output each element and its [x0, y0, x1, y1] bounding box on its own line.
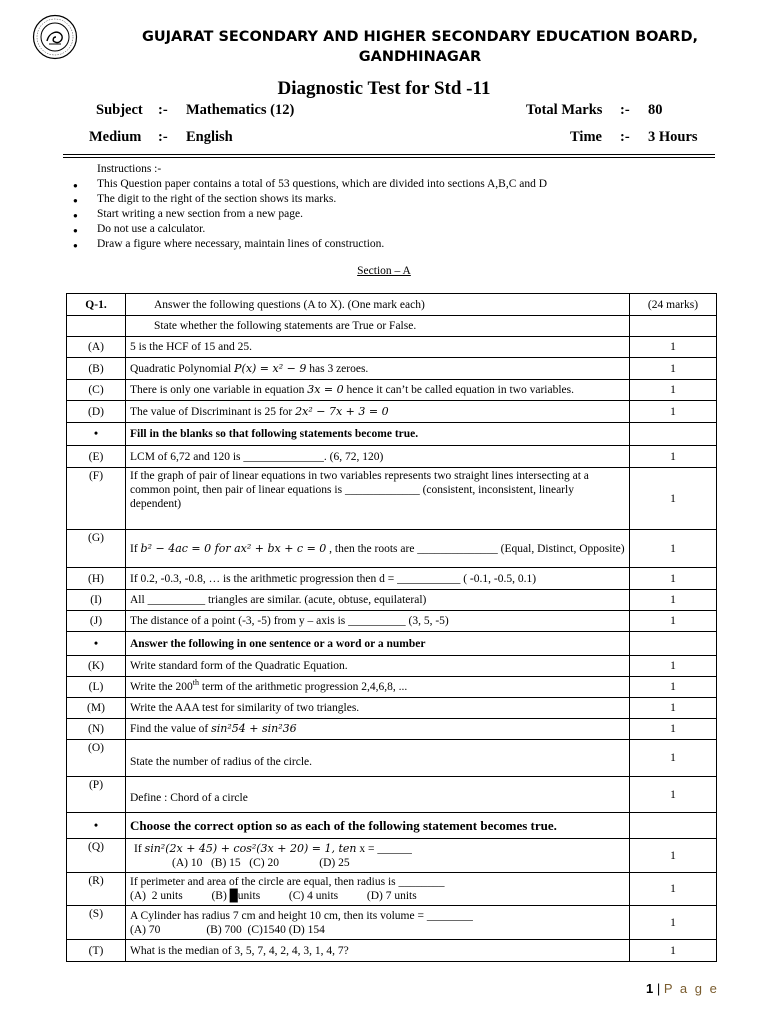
row-mark: 1 [630, 611, 717, 632]
question-text: If perimeter and area of the circle are equal, then radius is ________ (A) 2 units (B) █units (C) 4 units (D) 7 units [126, 873, 630, 906]
question-text: Find the value of sin²54 + sin²36 [126, 719, 630, 740]
table-row [67, 530, 717, 568]
medium-label: Medium [89, 129, 142, 145]
instructions-list [63, 177, 703, 252]
row-mark: 1 [630, 940, 717, 962]
total-marks-label: Total Marks [526, 102, 603, 118]
question-instruction: Answer the following questions (A to X). (One mark each) [126, 294, 630, 316]
questions-table [66, 293, 717, 962]
question-text: A Cylinder has radius 7 cm and height 10 cm, then its volume = ________ (A) 70 (B) 700 (C)1540 (D) 154 [126, 906, 630, 940]
row-mark: 1 [630, 719, 717, 740]
row-mark: 1 [630, 590, 717, 611]
question-text: The value of Discriminant is 25 for 2x² − 7x + 3 = 0 [126, 401, 630, 423]
subject-label: Subject [96, 102, 143, 118]
question-text: Define : Chord of a circle [126, 777, 630, 813]
section-bullet: • [67, 632, 126, 656]
table-row [67, 568, 717, 590]
row-label: (Q) [67, 839, 126, 873]
row-label: (G) [67, 530, 126, 568]
row-mark: 1 [630, 530, 717, 568]
section-bullet: • [67, 423, 126, 446]
section-bullet: • [67, 813, 126, 839]
row-mark: 1 [630, 698, 717, 719]
row-label: (H) [67, 568, 126, 590]
table-row [67, 294, 717, 316]
table-row [67, 656, 717, 677]
question-text: If sin²(2x + 45) + cos²(3x + 20) = 1, ten x = ______ (A) 10 (B) 15 (C) 20 (D) 25 [126, 839, 630, 873]
table-row [67, 632, 717, 656]
true-false-heading: State whether the following statements are True or False. [126, 316, 630, 337]
question-text: The distance of a point (-3, -5) from y – axis is __________ (3, 5, -5) [126, 611, 630, 632]
row-label: (D) [67, 401, 126, 423]
row-mark: 1 [630, 337, 717, 358]
table-row [67, 446, 717, 468]
table-row [67, 813, 717, 839]
row-label: (B) [67, 358, 126, 380]
table-row [67, 358, 717, 380]
answer-options: (A) 2 units (B) █units (C) 4 units (D) 7 units [130, 890, 417, 902]
answer-options: (A) 70 (B) 700 (C)1540 (D) 154 [130, 923, 325, 936]
table-row [67, 740, 717, 777]
time-separator: :- [620, 129, 630, 145]
total-marks-value: 80 [648, 102, 663, 118]
medium-separator: :- [158, 129, 168, 145]
row-mark: 1 [630, 839, 717, 873]
divider-bottom [63, 157, 715, 158]
question-text: All __________ triangles are similar. (acute, obtuse, equilateral) [126, 590, 630, 611]
page-separator: | [656, 981, 661, 996]
fill-blanks-heading: Fill in the blanks so that following statements become true. [126, 423, 630, 446]
question-text: There is only one variable in equation 3x = 0 hence it can’t be called equation in two variables. [126, 380, 630, 401]
row-mark: 1 [630, 873, 717, 906]
question-text: Quadratic Polynomial P(x) = x² − 9 has 3 zeroes. [126, 358, 630, 380]
question-text: State the number of radius of the circle. [126, 740, 630, 777]
row-mark: 1 [630, 358, 717, 380]
question-text: What is the median of 3, 5, 7, 4, 2, 4, 3, 1, 4, 7? [126, 940, 630, 962]
instructions-heading: Instructions :- [97, 163, 162, 175]
table-row [67, 611, 717, 632]
instruction-item: ● This Question paper contains a total of 53 questions, which are divided into sections A,B,C and D [63, 177, 703, 192]
instruction-item: ● The digit to the right of the section shows its marks. [63, 192, 703, 207]
one-sentence-heading: Answer the following in one sentence or a word or a number [126, 632, 630, 656]
table-row [67, 940, 717, 962]
row-label: (C) [67, 380, 126, 401]
row-mark: 1 [630, 656, 717, 677]
math-expression: sin²54 + sin²36 [211, 722, 297, 735]
row-mark: 1 [630, 446, 717, 468]
row-mark: 1 [630, 568, 717, 590]
question-text: Write the AAA test for similarity of two triangles. [126, 698, 630, 719]
answer-options: (A) 10 (B) 15 (C) 20 (D) 25 [172, 856, 350, 869]
table-row [67, 380, 717, 401]
table-row [67, 698, 717, 719]
table-row [67, 777, 717, 813]
question-marks: (24 marks) [630, 294, 717, 316]
row-label: (M) [67, 698, 126, 719]
table-row [67, 839, 717, 873]
row-label: (S) [67, 906, 126, 940]
page-number: 1 [646, 981, 654, 996]
row-mark: 1 [630, 777, 717, 813]
board-seal-logo [32, 14, 78, 60]
subject-value: Mathematics (12) [186, 102, 295, 118]
question-text: If 0.2, -0.3, -0.8, … is the arithmetic progression then d = ___________ ( -0.1, -0.5, 0.1) [126, 568, 630, 590]
table-row [67, 316, 717, 337]
board-name-line1: GUJARAT SECONDARY AND HIGHER SECONDARY EDUCATION BOARD, [141, 29, 699, 45]
question-text: Write the 200th term of the arithmetic progression 2,4,6,8, ... [126, 677, 630, 698]
board-name [100, 27, 740, 67]
row-label: (O) [67, 740, 126, 777]
table-row [67, 590, 717, 611]
row-label: (I) [67, 590, 126, 611]
table-row [67, 423, 717, 446]
row-mark: 1 [630, 468, 717, 530]
board-name-line2: GANDHINAGAR [358, 49, 482, 65]
math-expression: b² − 4ac = 0 for ax² + bx + c = 0 [140, 541, 327, 555]
medium-value: English [186, 129, 233, 145]
row-label: (E) [67, 446, 126, 468]
question-number: Q-1. [67, 294, 126, 316]
question-text: 5 is the HCF of 15 and 25. [126, 337, 630, 358]
question-text: LCM of 6,72 and 120 is ______________. (6, 72, 120) [126, 446, 630, 468]
row-label: (F) [67, 468, 126, 530]
instructions [63, 162, 703, 252]
time-value: 3 Hours [648, 129, 698, 145]
table-row [67, 401, 717, 423]
instruction-item: ● Draw a figure where necessary, maintain lines of construction. [63, 237, 703, 252]
row-label: (K) [67, 656, 126, 677]
choose-option-heading: Choose the correct option so as each of the following statement becomes true. [126, 813, 630, 839]
table-row [67, 677, 717, 698]
row-label: (T) [67, 940, 126, 962]
row-label: (N) [67, 719, 126, 740]
row-mark: 1 [630, 401, 717, 423]
question-text: Write standard form of the Quadratic Equation. [126, 656, 630, 677]
table-row [67, 873, 717, 906]
instruction-item: ● Start writing a new section from a new page. [63, 207, 703, 222]
row-label: (A) [67, 337, 126, 358]
row-mark: 1 [630, 906, 717, 940]
total-marks-separator: :- [620, 102, 630, 118]
section-a-title: Section – A [357, 265, 411, 277]
row-label: (J) [67, 611, 126, 632]
row-mark: 1 [630, 380, 717, 401]
math-expression: P(x) = x² − 9 [234, 361, 307, 375]
row-label: (P) [67, 777, 126, 813]
time-label: Time [570, 129, 602, 145]
row-mark: 1 [630, 740, 717, 777]
row-mark: 1 [630, 677, 717, 698]
divider-top [63, 154, 715, 155]
instruction-item: ● Do not use a calculator. [63, 222, 703, 237]
table-row [67, 468, 717, 530]
test-title: Diagnostic Test for Std -11 [277, 78, 491, 99]
math-expression: 3x = 0 [307, 383, 344, 396]
math-expression: 2x² − 7x + 3 = 0 [295, 404, 389, 418]
table-row [67, 906, 717, 940]
row-label: (R) [67, 873, 126, 906]
subject-separator: :- [158, 102, 168, 118]
table-row [67, 719, 717, 740]
question-text: If b² − 4ac = 0 for ax² + bx + c = 0 , then the roots are ______________ (Equal, Distinct, Opposite) [126, 530, 630, 568]
row-label: (L) [67, 677, 126, 698]
question-text: If the graph of pair of linear equations in two variables represents two straight lines intersecting at a common point, then pair of linear equations is _____________ (consistent, inconsistent, linearly dependent) [126, 468, 630, 530]
page-word: P a g e [663, 981, 719, 996]
table-row [67, 337, 717, 358]
math-expression: sin²(2x + 45) + cos²(3x + 20) = 1, ten [144, 841, 357, 855]
page-footer [646, 981, 719, 996]
